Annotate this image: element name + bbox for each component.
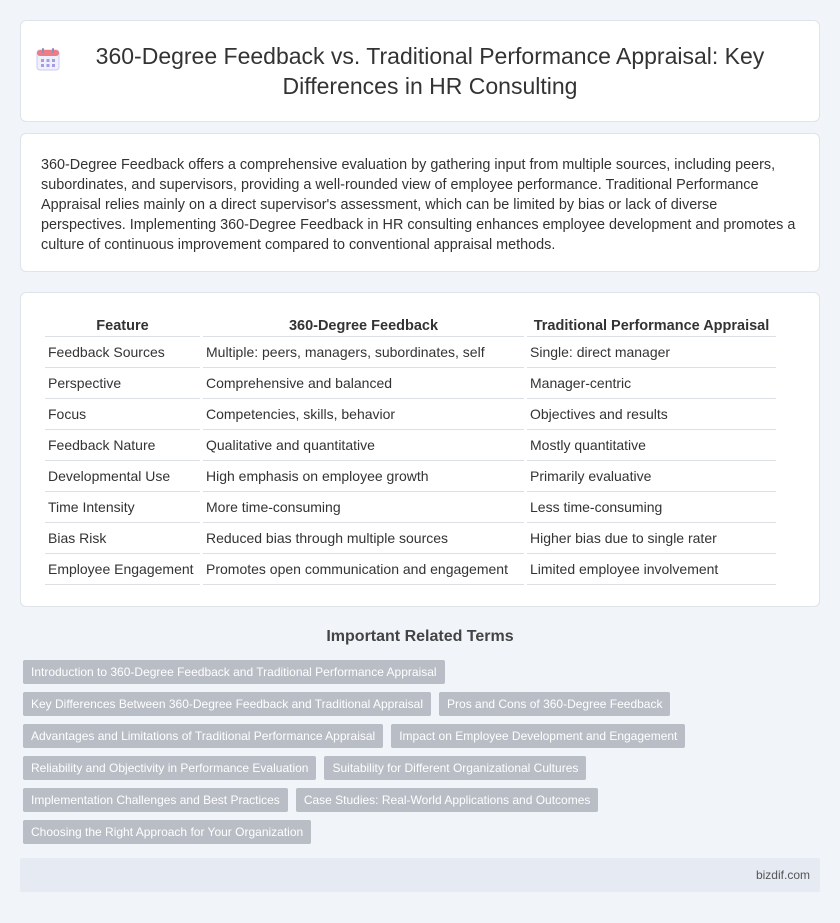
table-cell: Promotes open communication and engagement [203,554,524,585]
table-cell: Multiple: peers, managers, subordinates, self [203,337,524,368]
table-header-traditional: Traditional Performance Appraisal [527,316,776,337]
intro-card [20,133,820,272]
related-term-link[interactable]: Case Studies: Real-World Applications and Outcomes [296,788,599,812]
related-term-link[interactable]: Implementation Challenges and Best Practices [23,788,288,812]
table-header-row [45,316,776,337]
table-cell: Bias Risk [45,523,200,554]
related-term-link[interactable]: Choosing the Right Approach for Your Organization [23,820,311,844]
intro-paragraph: 360-Degree Feedback offers a comprehensive evaluation by gathering input from multiple sources, including peers, subordinates, and supervisors, providing a well-rounded view of employee performance. Traditional Performance Appraisal relies mainly on a direct supervisor's assessment, which can be limited by bias or lack of diverse perspectives. Implementing 360-Degree Feedback in HR consulting enhances employee development and promotes a culture of continuous improvement compared to conventional appraisal methods. [41,157,796,253]
related-term-link[interactable]: Reliability and Objectivity in Performance Evaluation [23,756,316,780]
related-term-link[interactable]: Key Differences Between 360-Degree Feedback and Traditional Appraisal [23,692,431,716]
table-row [45,523,776,554]
table-cell: Qualitative and quantitative [203,430,524,461]
header-card [20,20,820,122]
related-term-link[interactable]: Introduction to 360-Degree Feedback and Traditional Performance Appraisal [23,660,445,684]
related-term-link[interactable]: Impact on Employee Development and Engagement [391,724,685,748]
related-term-link[interactable]: Pros and Cons of 360-Degree Feedback [439,692,670,716]
table-row [45,461,776,492]
table-cell: Focus [45,399,200,430]
related-terms-heading: Important Related Terms [326,628,514,645]
table-cell: Objectives and results [527,399,776,430]
related-term-link[interactable]: Advantages and Limitations of Traditional Performance Appraisal [23,724,383,748]
table-cell: Manager-centric [527,368,776,399]
page-title: 360-Degree Feedback vs. Traditional Performance Appraisal: Key Differences in HR Consulting [95,43,765,99]
table-header-feature: Feature [45,316,200,337]
table-cell: Comprehensive and balanced [203,368,524,399]
table-row [45,554,776,585]
table-row [45,492,776,523]
table-row [45,368,776,399]
table-cell: Mostly quantitative [527,430,776,461]
footer [20,858,820,892]
table-row [45,399,776,430]
related-terms-list [23,660,803,844]
table-cell: Employee Engagement [45,554,200,585]
table-cell: Reduced bias through multiple sources [203,523,524,554]
table-cell: Less time-consuming [527,492,776,523]
table-cell: Feedback Nature [45,430,200,461]
table-cell: Time Intensity [45,492,200,523]
table-header-360: 360-Degree Feedback [203,316,524,337]
calendar-icon [35,46,61,72]
table-cell: Feedback Sources [45,337,200,368]
table-row [45,430,776,461]
table-cell: Limited employee involvement [527,554,776,585]
table-cell: More time-consuming [203,492,524,523]
comparison-table [42,316,779,585]
table-row [45,337,776,368]
related-term-link[interactable]: Suitability for Different Organizational Cultures [324,756,586,780]
table-cell: Developmental Use [45,461,200,492]
table-cell: Perspective [45,368,200,399]
table-cell: High emphasis on employee growth [203,461,524,492]
table-cell: Single: direct manager [527,337,776,368]
table-cell: Competencies, skills, behavior [203,399,524,430]
table-cell: Primarily evaluative [527,461,776,492]
comparison-table-card [20,292,820,607]
footer-site-link[interactable]: bizdif.com [755,868,810,882]
table-cell: Higher bias due to single rater [527,523,776,554]
